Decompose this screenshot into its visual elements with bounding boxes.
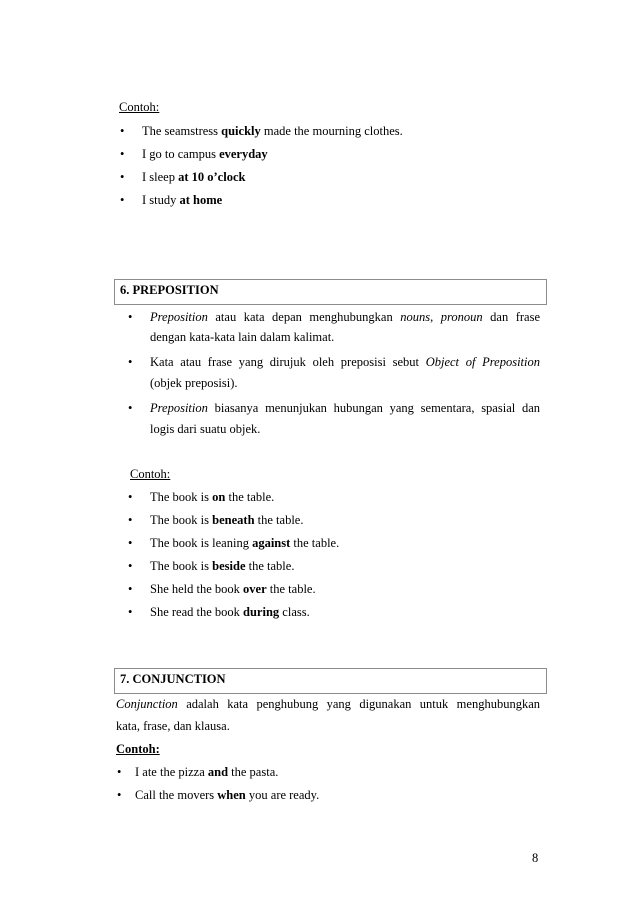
bullet: • (128, 490, 133, 504)
bullet: • (128, 355, 133, 369)
bullet: • (128, 513, 133, 527)
preposition-point-3-line1: Preposition biasanya menunjukan hubungan yang sementara, spasial dan (150, 401, 540, 415)
list-item: • The book is beneath the table. (128, 513, 304, 527)
list-item: • Call the movers when you are ready. (117, 788, 320, 802)
top-example-heading: Contoh: (119, 100, 160, 114)
preposition-example-heading: Contoh: (130, 467, 171, 481)
conjunction-title: 7. CONJUNCTION (120, 672, 226, 686)
list-item: • The book is leaning against the table. (128, 536, 340, 550)
preposition-point-1-line1: Preposition atau kata depan menghubungkan nouns, pronoun dan frase (150, 310, 540, 324)
bullet: • (128, 310, 133, 324)
list-item: • I go to campus everyday (120, 147, 268, 161)
preposition-title-box (114, 279, 547, 305)
preposition-title: 6. PREPOSITION (120, 283, 219, 297)
bullet: • (128, 582, 133, 596)
bullet: • (128, 401, 133, 415)
conjunction-example-heading: Contoh: (116, 742, 160, 756)
list-item: • The seamstress quickly made the mourning clothes. (120, 124, 403, 138)
preposition-point-3-line2: logis dari suatu objek. (150, 422, 261, 436)
bullet: • (120, 147, 125, 161)
conjunction-desc-line1: Conjunction adalah kata penghubung yang digunakan untuk menghubungkan (116, 697, 540, 711)
list-item: • I ate the pizza and the pasta. (117, 765, 279, 779)
preposition-point-1-line2: dengan kata-kata lain dalam kalimat. (150, 330, 335, 344)
preposition-point-2-line2: (objek preposisi). (150, 376, 238, 390)
list-item: • The book is beside the table. (128, 559, 295, 573)
bullet: • (120, 124, 125, 138)
bullet: • (120, 193, 125, 207)
bullet: • (128, 605, 133, 619)
conjunction-title-box (114, 668, 547, 694)
page-number: 8 (532, 851, 539, 865)
list-item: • She held the book over the table. (128, 582, 316, 596)
conjunction-desc-line2: kata, frase, dan klausa. (116, 719, 230, 733)
list-item: • I study at home (120, 193, 223, 207)
list-item: • The book is on the table. (128, 490, 275, 504)
bullet: • (120, 170, 125, 184)
bullet: • (128, 536, 133, 550)
list-item: • I sleep at 10 o’clock (120, 170, 246, 184)
bullet: • (128, 559, 133, 573)
list-item: • She read the book during class. (128, 605, 310, 619)
bullet: • (117, 765, 122, 779)
bullet: • (117, 788, 122, 802)
preposition-point-2-line1: Kata atau frase yang dirujuk oleh preposisi sebut Object of Preposition (150, 355, 540, 369)
